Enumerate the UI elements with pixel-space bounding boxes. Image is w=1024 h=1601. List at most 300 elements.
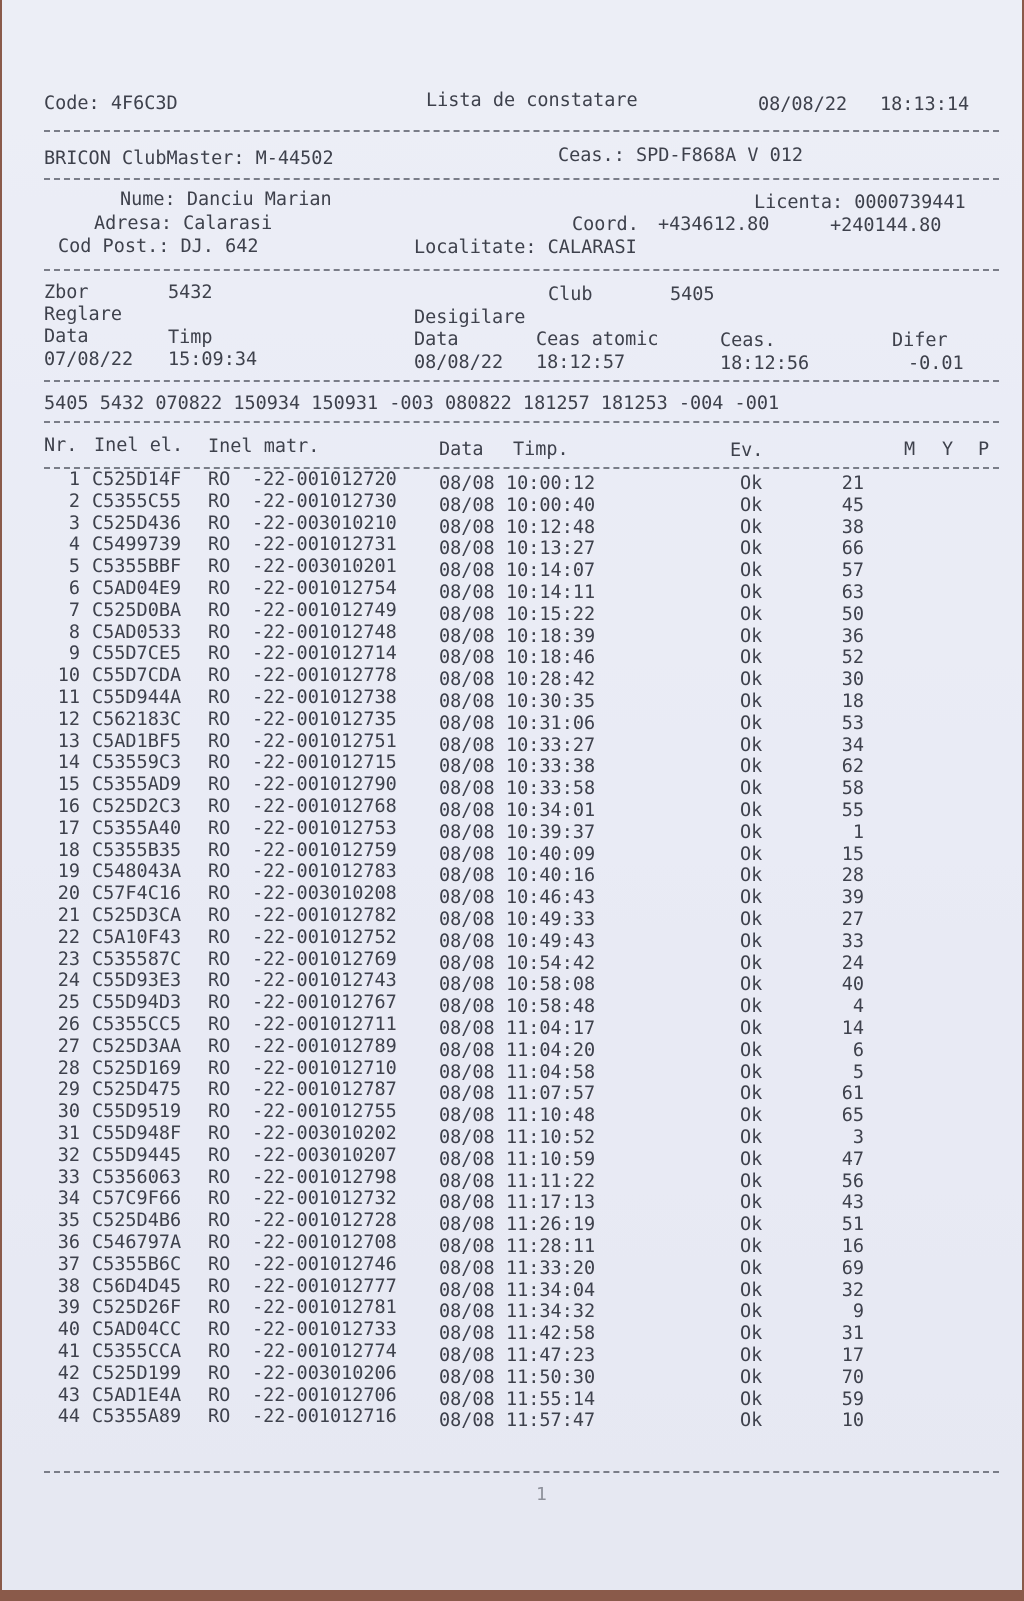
row-number: 4 xyxy=(68,534,80,556)
arrival-time: 11:33:20 xyxy=(506,1257,596,1279)
position: 52 xyxy=(841,647,864,669)
ring-registration: -22-001012759 xyxy=(252,839,397,861)
ceas-atomic-label: Ceas atomic xyxy=(536,329,659,350)
ring-registration: -22-001012731 xyxy=(252,534,397,556)
ring-registration: -22-001012706 xyxy=(252,1384,397,1406)
table-row xyxy=(2,1384,1022,1410)
row-number: 5 xyxy=(68,556,80,578)
arrival-time: 11:50:30 xyxy=(506,1366,596,1388)
table-row xyxy=(2,512,1022,538)
electronic-ring: C55D948F xyxy=(92,1123,182,1144)
position: 28 xyxy=(841,865,864,887)
arrival-date: 08/08 xyxy=(439,930,495,952)
row-number: 21 xyxy=(57,905,80,926)
ring-country: RO xyxy=(208,490,231,512)
position: 61 xyxy=(841,1083,864,1105)
col-header-nr: Nr. xyxy=(44,435,78,456)
ring-country: RO xyxy=(208,992,231,1014)
ring-country: RO xyxy=(208,665,231,687)
table-row xyxy=(2,752,1022,778)
print-time: 18:13:14 xyxy=(880,94,970,115)
ring-registration: -22-001012733 xyxy=(252,1319,397,1341)
event-status: Ok xyxy=(740,712,763,734)
event-status: Ok xyxy=(740,756,763,778)
position: 55 xyxy=(841,800,864,821)
table-row xyxy=(2,578,1022,603)
ring-registration: -22-003010201 xyxy=(252,556,397,578)
arrival-time: 11:55:14 xyxy=(506,1388,596,1410)
arrival-date: 08/08 xyxy=(439,1301,495,1323)
electronic-ring: C525D2C3 xyxy=(92,796,182,817)
position: 62 xyxy=(841,756,864,778)
row-number: 11 xyxy=(57,687,80,708)
ring-country: RO xyxy=(208,534,231,556)
position: 47 xyxy=(841,1148,864,1170)
col-header-p: P xyxy=(978,439,990,460)
arrival-date: 08/08 xyxy=(439,1170,495,1192)
arrival-time: 10:58:08 xyxy=(506,974,596,996)
arrival-date: 08/08 xyxy=(439,843,495,865)
table-row xyxy=(2,599,1022,625)
ring-country: RO xyxy=(208,1275,231,1297)
ring-registration: -22-001012774 xyxy=(252,1341,397,1362)
arrival-date: 08/08 xyxy=(439,1061,495,1083)
postal-code: Cod Post.: DJ. 642 xyxy=(58,236,259,257)
electronic-ring: C548043A xyxy=(92,861,182,883)
table-row xyxy=(2,708,1022,734)
position: 21 xyxy=(841,473,864,494)
ring-country: RO xyxy=(208,578,231,599)
row-number: 2 xyxy=(68,490,80,512)
arrival-date: 08/08 xyxy=(439,560,495,582)
event-status: Ok xyxy=(740,1366,763,1388)
ring-country: RO xyxy=(208,948,231,970)
electronic-ring: C5AD04E9 xyxy=(92,578,182,599)
position: 34 xyxy=(841,734,864,756)
arrival-time: 11:07:57 xyxy=(506,1083,596,1105)
ring-country: RO xyxy=(208,1166,231,1188)
electronic-ring: C5355A40 xyxy=(92,817,182,839)
ring-country: RO xyxy=(208,1362,231,1384)
table-row xyxy=(2,1188,1022,1214)
arrival-date: 08/08 xyxy=(439,821,495,843)
ring-registration: -22-003010207 xyxy=(252,1144,397,1166)
ring-registration: -22-001012767 xyxy=(252,992,397,1014)
position: 31 xyxy=(841,1323,864,1345)
row-number: 26 xyxy=(57,1014,80,1035)
row-number: 44 xyxy=(57,1406,80,1428)
ring-country: RO xyxy=(208,970,231,992)
ring-registration: -22-001012755 xyxy=(252,1101,397,1123)
ring-country: RO xyxy=(208,1144,231,1166)
ring-registration: -22-001012720 xyxy=(252,469,397,490)
ring-country: RO xyxy=(208,774,231,796)
reglare-data-label: Data xyxy=(44,326,89,347)
row-number: 14 xyxy=(57,752,80,774)
clubmaster-id: BRICON ClubMaster: M-44502 xyxy=(44,148,334,169)
arrival-time: 10:30:35 xyxy=(506,691,596,712)
ring-country: RO xyxy=(208,1101,231,1123)
arrival-date: 08/08 xyxy=(439,1148,495,1170)
ring-registration: -22-001012708 xyxy=(252,1232,397,1253)
club-number: 5405 xyxy=(670,284,715,305)
position: 59 xyxy=(841,1388,864,1410)
position: 17 xyxy=(841,1345,864,1366)
arrival-date: 08/08 xyxy=(439,582,495,603)
desig-data-label: Data xyxy=(414,329,459,350)
row-number: 19 xyxy=(57,861,80,883)
ring-registration: -22-001012748 xyxy=(252,621,397,643)
table-row xyxy=(2,687,1022,712)
electronic-ring: C525D3CA xyxy=(92,905,182,926)
ring-registration: -22-001012769 xyxy=(252,948,397,970)
table-row xyxy=(2,1275,1022,1301)
divider xyxy=(44,1471,999,1473)
event-status: Ok xyxy=(740,603,763,625)
electronic-ring: C5AD1E4A xyxy=(92,1384,182,1406)
row-number: 24 xyxy=(57,970,80,992)
arrival-date: 08/08 xyxy=(439,647,495,669)
row-number: 32 xyxy=(57,1144,80,1166)
ring-registration: -22-001012789 xyxy=(252,1035,397,1057)
arrival-time: 10:39:37 xyxy=(506,821,596,843)
arrival-date: 08/08 xyxy=(439,1018,495,1039)
arrival-time: 11:04:17 xyxy=(506,1018,596,1039)
col-header-ev: Ev. xyxy=(730,440,764,461)
event-status: Ok xyxy=(740,1018,763,1039)
table-row xyxy=(2,1362,1022,1388)
ring-registration: -22-001012752 xyxy=(252,926,397,948)
page-number: 1 xyxy=(536,1484,547,1505)
event-status: Ok xyxy=(740,1192,763,1214)
row-number: 37 xyxy=(57,1253,80,1275)
document-title: Lista de constatare xyxy=(426,90,638,111)
ring-registration: -22-001012751 xyxy=(252,730,397,752)
coord-longitude: +240144.80 xyxy=(830,215,942,236)
clock-id: Ceas.: SPD-F868A V 012 xyxy=(558,145,804,166)
table-row xyxy=(2,1035,1022,1061)
position: 66 xyxy=(841,538,864,560)
arrival-time: 10:33:58 xyxy=(506,778,596,800)
arrival-time: 11:11:22 xyxy=(506,1170,596,1192)
event-status: Ok xyxy=(740,952,763,974)
position: 27 xyxy=(841,909,864,930)
event-status: Ok xyxy=(740,821,763,843)
event-status: Ok xyxy=(740,778,763,800)
desigilare-date: 08/08/22 xyxy=(414,352,504,373)
arrival-date: 08/08 xyxy=(439,1279,495,1301)
reglare-heading: Reglare xyxy=(44,304,122,325)
arrival-date: 08/08 xyxy=(439,778,495,800)
row-number: 10 xyxy=(57,665,80,687)
col-header-y: Y xyxy=(942,439,954,460)
position: 58 xyxy=(841,778,864,800)
event-status: Ok xyxy=(740,516,763,538)
electronic-ring: C55D7CE5 xyxy=(92,643,182,665)
ring-country: RO xyxy=(208,1014,231,1035)
arrival-time: 11:42:58 xyxy=(506,1323,596,1345)
arrival-date: 08/08 xyxy=(439,734,495,756)
position: 10 xyxy=(841,1410,864,1432)
event-status: Ok xyxy=(740,1148,763,1170)
row-number: 9 xyxy=(68,643,80,665)
col-header-m: M xyxy=(904,439,916,460)
electronic-ring: C546797A xyxy=(92,1232,182,1253)
table-row xyxy=(2,883,1022,909)
position: 32 xyxy=(841,1279,864,1301)
arrival-date: 08/08 xyxy=(439,952,495,974)
table-row xyxy=(2,1297,1022,1323)
row-number: 39 xyxy=(57,1297,80,1319)
row-number: 36 xyxy=(57,1232,80,1253)
ring-country: RO xyxy=(208,926,231,948)
electronic-ring: C56D4D45 xyxy=(92,1275,182,1297)
col-header-inel-matr: Inel matr. xyxy=(208,436,320,457)
arrival-time: 10:54:42 xyxy=(506,952,596,974)
ring-registration: -22-001012754 xyxy=(252,578,397,599)
row-number: 16 xyxy=(57,796,80,817)
arrival-time: 11:28:11 xyxy=(506,1236,596,1257)
event-status: Ok xyxy=(740,494,763,516)
event-status: Ok xyxy=(740,560,763,582)
ring-country: RO xyxy=(208,1341,231,1362)
ring-registration: -22-001012782 xyxy=(252,905,397,926)
col-header-inel-el: Inel el. xyxy=(94,435,184,456)
row-number: 18 xyxy=(57,839,80,861)
ring-country: RO xyxy=(208,817,231,839)
table-row xyxy=(2,1406,1022,1432)
col-header-timp: Timp. xyxy=(513,439,569,460)
print-date: 08/08/22 xyxy=(758,94,848,115)
event-status: Ok xyxy=(740,582,763,603)
ring-registration: -22-001012710 xyxy=(252,1057,397,1079)
reglare-time: 15:09:34 xyxy=(168,349,258,370)
ring-country: RO xyxy=(208,1253,231,1275)
electronic-ring: C57C9F66 xyxy=(92,1188,182,1210)
ring-country: RO xyxy=(208,752,231,774)
electronic-ring: C562183C xyxy=(92,708,182,730)
arrival-date: 08/08 xyxy=(439,1388,495,1410)
arrival-date: 08/08 xyxy=(439,712,495,734)
ring-country: RO xyxy=(208,643,231,665)
event-status: Ok xyxy=(740,1410,763,1432)
arrival-time: 10:18:39 xyxy=(506,625,596,647)
ceas-label: Ceas. xyxy=(720,330,776,351)
electronic-ring: C5355CC5 xyxy=(92,1014,182,1035)
table-row xyxy=(2,1166,1022,1192)
position: 5 xyxy=(852,1061,864,1083)
event-status: Ok xyxy=(740,538,763,560)
electronic-ring: C5355A89 xyxy=(92,1406,182,1428)
arrival-date: 08/08 xyxy=(439,996,495,1018)
electronic-ring: C525D4B6 xyxy=(92,1210,182,1232)
event-status: Ok xyxy=(740,930,763,952)
table-row xyxy=(2,1144,1022,1170)
clock-difference: -0.01 xyxy=(908,353,964,374)
arrival-date: 08/08 xyxy=(439,1192,495,1214)
arrival-date: 08/08 xyxy=(439,1257,495,1279)
arrival-date: 08/08 xyxy=(439,865,495,887)
arrival-date: 08/08 xyxy=(439,1366,495,1388)
ring-registration: -22-001012783 xyxy=(252,861,397,883)
electronic-ring: C525D0BA xyxy=(92,599,182,621)
position: 36 xyxy=(841,625,864,647)
arrival-time: 11:17:13 xyxy=(506,1192,596,1214)
electronic-ring: C525D26F xyxy=(92,1297,182,1319)
divider xyxy=(44,178,999,180)
event-status: Ok xyxy=(740,909,763,930)
position: 45 xyxy=(841,494,864,516)
arrival-time: 10:34:01 xyxy=(506,800,596,821)
arrival-time: 10:00:12 xyxy=(506,473,596,494)
row-number: 6 xyxy=(68,578,80,599)
table-row xyxy=(2,643,1022,669)
ring-country: RO xyxy=(208,1188,231,1210)
table-row xyxy=(2,1319,1022,1345)
table-row xyxy=(2,490,1022,516)
arrival-time: 10:15:22 xyxy=(506,603,596,625)
event-status: Ok xyxy=(740,1214,763,1236)
row-number: 3 xyxy=(68,512,80,534)
electronic-ring: C525D14F xyxy=(92,469,182,490)
arrival-date: 08/08 xyxy=(439,669,495,691)
divider xyxy=(44,269,999,271)
ring-registration: -22-001012711 xyxy=(252,1014,397,1035)
position: 9 xyxy=(852,1301,864,1323)
row-number: 25 xyxy=(57,992,80,1014)
arrival-time: 11:04:58 xyxy=(506,1061,596,1083)
position: 43 xyxy=(841,1192,864,1214)
ring-country: RO xyxy=(208,687,231,708)
flight-code-line: 5405 5432 070822 150934 150931 -003 080822 181257 181253 -004 -001 xyxy=(44,393,780,414)
electronic-ring: C55D7CDA xyxy=(92,665,182,687)
table-row xyxy=(2,905,1022,930)
arrival-date: 08/08 xyxy=(439,494,495,516)
arrival-date: 08/08 xyxy=(439,1345,495,1366)
row-number: 31 xyxy=(57,1123,80,1144)
event-status: Ok xyxy=(740,669,763,691)
electronic-ring: C5AD0533 xyxy=(92,621,182,643)
arrival-time: 10:00:40 xyxy=(506,494,596,516)
arrival-time: 10:49:33 xyxy=(506,909,596,930)
reglare-timp-label: Timp xyxy=(168,327,213,348)
ring-registration: -22-001012749 xyxy=(252,599,397,621)
ring-registration: -22-001012715 xyxy=(252,752,397,774)
divider xyxy=(44,380,999,382)
table-row xyxy=(2,970,1022,996)
table-row xyxy=(2,817,1022,843)
row-number: 38 xyxy=(57,1275,80,1297)
ring-registration: -22-001012777 xyxy=(252,1275,397,1297)
ring-country: RO xyxy=(208,599,231,621)
position: 51 xyxy=(841,1214,864,1236)
printout-page xyxy=(2,0,1022,1590)
arrival-date: 08/08 xyxy=(439,538,495,560)
arrival-time: 11:47:23 xyxy=(506,1345,596,1366)
arrival-time: 11:34:32 xyxy=(506,1301,596,1323)
event-status: Ok xyxy=(740,647,763,669)
ring-registration: -22-001012778 xyxy=(252,665,397,687)
arrival-time: 10:28:42 xyxy=(506,669,596,691)
desigilare-heading: Desigilare xyxy=(414,307,526,328)
electronic-ring: C55D9445 xyxy=(92,1144,182,1166)
document-code: Code: 4F6C3D xyxy=(44,93,178,114)
position: 6 xyxy=(852,1039,864,1061)
ring-country: RO xyxy=(208,512,231,534)
ring-registration: -22-001012781 xyxy=(252,1297,397,1319)
electronic-ring: C55D9519 xyxy=(92,1101,182,1123)
ring-country: RO xyxy=(208,708,231,730)
table-row xyxy=(2,534,1022,560)
table-row xyxy=(2,1341,1022,1366)
event-status: Ok xyxy=(740,1083,763,1105)
row-number: 43 xyxy=(57,1384,80,1406)
arrival-date: 08/08 xyxy=(439,1236,495,1257)
table-row xyxy=(2,796,1022,821)
arrival-time: 10:40:16 xyxy=(506,865,596,887)
arrival-time: 10:12:48 xyxy=(506,516,596,538)
electronic-ring: C525D169 xyxy=(92,1057,182,1079)
position: 18 xyxy=(841,691,864,712)
arrival-date: 08/08 xyxy=(439,473,495,494)
ring-registration: -22-001012787 xyxy=(252,1079,397,1101)
arrival-date: 08/08 xyxy=(439,1410,495,1432)
table-row xyxy=(2,1101,1022,1127)
divider xyxy=(44,130,999,132)
row-number: 41 xyxy=(57,1341,80,1362)
arrival-time: 10:14:07 xyxy=(506,560,596,582)
position: 50 xyxy=(841,603,864,625)
ring-country: RO xyxy=(208,839,231,861)
table-row xyxy=(2,621,1022,647)
coord-latitude: +434612.80 xyxy=(658,214,770,235)
table-row xyxy=(2,839,1022,865)
arrival-date: 08/08 xyxy=(439,603,495,625)
ring-country: RO xyxy=(208,861,231,883)
desigilare-atomic-time: 18:12:57 xyxy=(536,352,626,373)
locality: Localitate: CALARASI xyxy=(414,237,637,258)
event-status: Ok xyxy=(740,1105,763,1127)
row-number: 13 xyxy=(57,730,80,752)
electronic-ring: C5356063 xyxy=(92,1166,182,1188)
arrival-date: 08/08 xyxy=(439,516,495,538)
electronic-ring: C5A10F43 xyxy=(92,926,182,948)
electronic-ring: C5355B6C xyxy=(92,1253,182,1275)
row-number: 29 xyxy=(57,1079,80,1101)
event-status: Ok xyxy=(740,974,763,996)
arrival-time: 11:10:48 xyxy=(506,1105,596,1127)
event-status: Ok xyxy=(740,865,763,887)
event-status: Ok xyxy=(740,1170,763,1192)
position: 40 xyxy=(841,974,864,996)
arrival-date: 08/08 xyxy=(439,1127,495,1148)
row-number: 17 xyxy=(57,817,80,839)
event-status: Ok xyxy=(740,1323,763,1345)
position: 57 xyxy=(841,560,864,582)
event-status: Ok xyxy=(740,1039,763,1061)
table-row xyxy=(2,992,1022,1018)
electronic-ring: C5AD1BF5 xyxy=(92,730,182,752)
ring-country: RO xyxy=(208,1035,231,1057)
ring-country: RO xyxy=(208,1123,231,1144)
row-number: 27 xyxy=(57,1035,80,1057)
electronic-ring: C525D199 xyxy=(92,1362,182,1384)
event-status: Ok xyxy=(740,996,763,1018)
electronic-ring: C525D475 xyxy=(92,1079,182,1101)
electronic-ring: C5AD04CC xyxy=(92,1319,182,1341)
ring-registration: -22-003010208 xyxy=(252,883,397,905)
arrival-time: 10:33:38 xyxy=(506,756,596,778)
